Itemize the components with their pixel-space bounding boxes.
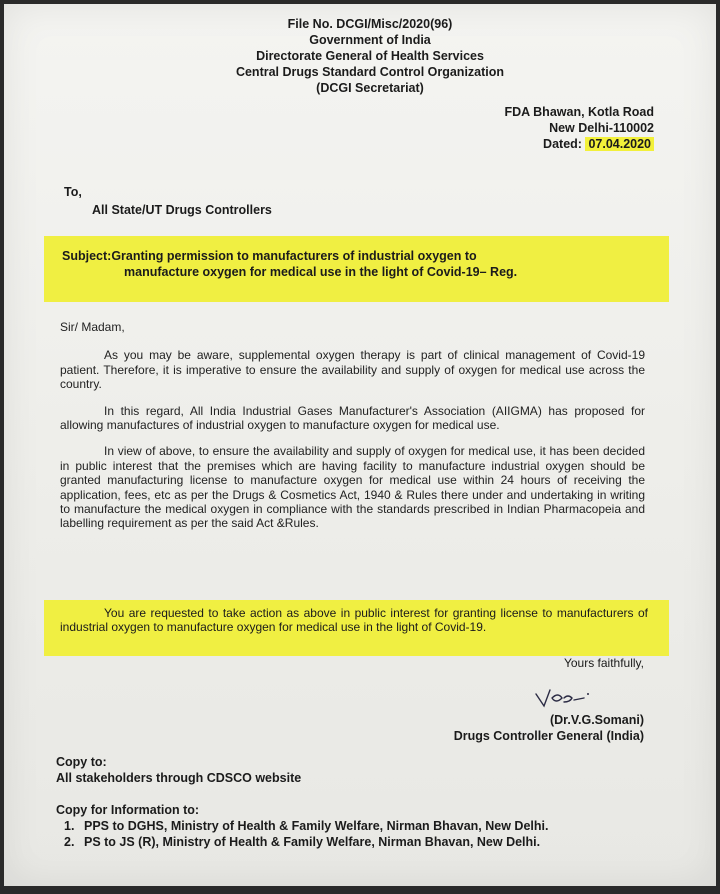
list-item-text: PS to JS (R), Ministry of Health & Family Welfare, Nirman Bhavan, New Delhi.: [84, 835, 541, 849]
request-highlight: [44, 600, 669, 656]
salutation: Sir/ Madam,: [60, 320, 125, 334]
paragraph-2: In this regard, All India Industrial Gases Manufacturer's Association (AIIGMA) has proposed for allowing manufactures of industrial oxygen to manufacture oxygen for medical use.: [60, 403, 645, 433]
subject-line: [62, 248, 652, 280]
subject-highlight: [44, 236, 669, 302]
subject-text-line-2: manufacture oxygen for medical use in the light of Covid-19– Reg.: [124, 265, 518, 279]
organization-line: Central Drugs Standard Control Organization: [235, 65, 505, 79]
list-item: [64, 834, 656, 850]
yours-faithfully: Yours faithfully,: [563, 656, 644, 670]
copy-info-label: Copy for Information to:: [56, 803, 200, 817]
address-line-1: FDA Bhawan, Kotla Road: [504, 105, 654, 119]
letter-page: [4, 4, 716, 886]
copy-to-block: [56, 754, 301, 786]
letter-date: 07.04.2020: [585, 137, 654, 151]
subject-label: Subject:: [62, 249, 112, 263]
copy-to-item: All stakeholders through CDSCO website: [56, 771, 302, 785]
signature-image: [532, 684, 592, 712]
government-line: Government of India: [309, 33, 431, 47]
sender-address: [434, 104, 654, 152]
paragraph-3: In view of above, to ensure the availability and supply of oxygen for medical use, it has been decided in public interest that the premises which are having facility to manufacture industrial oxygen should be granted manufacturing license to manufacture oxygen for medical use within 24 hours of receiving the application, fees, etc as per the Drugs & Cosmetics Act, 1940 & Rules there under and undertaking in writing to manufacture the medical oxygen in compliance with the standards prescribed in Indian Pharmacopeia and labelling requirement as per the said Act &Rules.: [60, 444, 645, 531]
signatory-designation: Drugs Controller General (India): [453, 729, 644, 743]
letter-body: [60, 320, 645, 543]
copy-info-list: [56, 818, 656, 850]
to-label: To,: [64, 185, 82, 199]
paragraph-1: As you may be aware, supplemental oxygen therapy is part of clinical management of Covid-19 patient. Therefore, it is imperative to ensure the availability and supply of oxygen for medical use across the country.: [60, 348, 645, 392]
addressee: All State/UT Drugs Controllers: [92, 203, 272, 217]
list-item-text: PPS to DGHS, Ministry of Health & Family Welfare, Nirman Bhavan, New Delhi.: [84, 819, 549, 833]
date-line: [434, 136, 654, 152]
request-paragraph: You are requested to take action as above in public interest for granting license to manufacturers of industrial oxygen to manufacture oxygen for medical use in the light of Covid-19.: [60, 606, 648, 635]
dated-label: Dated:: [543, 137, 582, 151]
list-item-number: 2.: [64, 835, 75, 849]
signatory-block: [384, 712, 644, 744]
list-item: [64, 818, 656, 834]
subject-text-line-1: Granting permission to manufacturers of industrial oxygen to: [111, 249, 477, 263]
copy-to-label: Copy to:: [56, 755, 107, 769]
copy-info-block: [56, 802, 656, 850]
signatory-name: (Dr.V.G.Somani): [549, 713, 644, 727]
file-number: File No. DCGI/Misc/2020(96): [287, 17, 453, 31]
address-line-2: New Delhi-110002: [549, 121, 654, 135]
recipient-block: [64, 184, 272, 218]
directorate-line: Directorate General of Health Services: [256, 49, 484, 63]
list-item-number: 1.: [64, 819, 75, 833]
letterhead: [4, 16, 716, 96]
secretariat-line: (DCGI Secretariat): [316, 81, 424, 95]
